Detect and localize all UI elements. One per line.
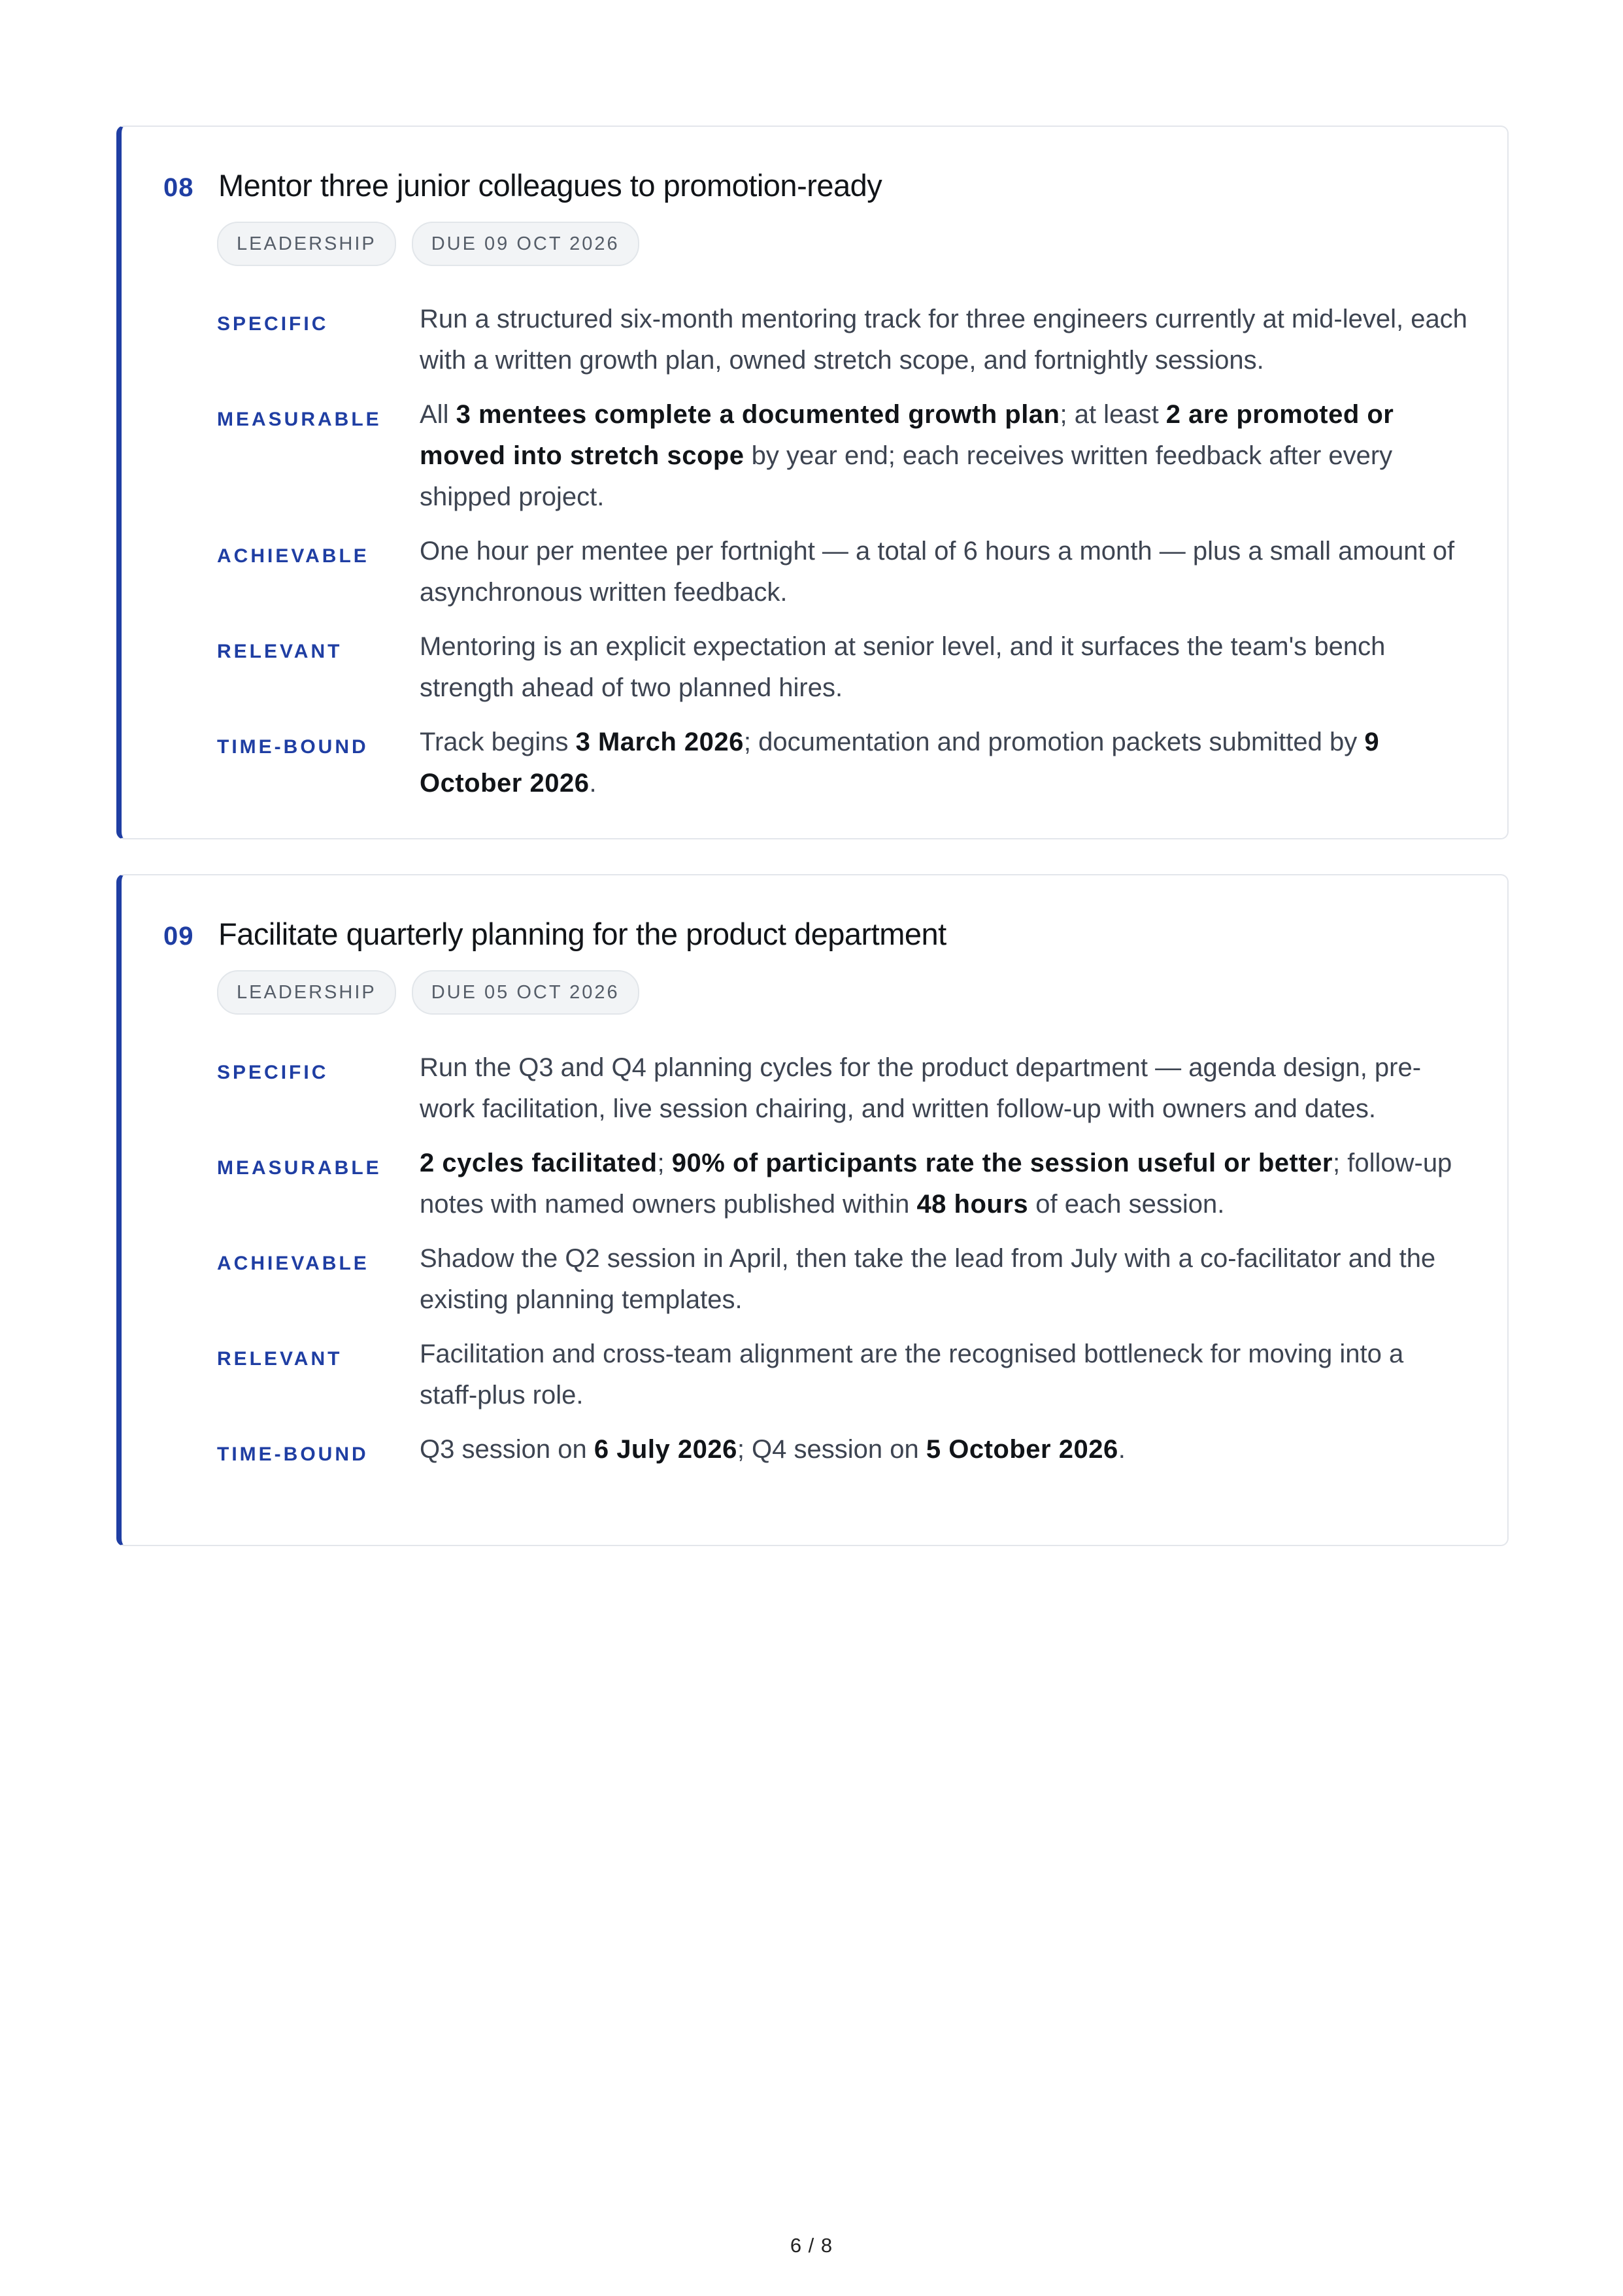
- body-text: .: [589, 769, 597, 798]
- goal-number: 09: [163, 922, 194, 951]
- criterion-label: SPECIFIC: [217, 313, 329, 335]
- smart-criteria: [217, 1047, 1468, 1470]
- body-text: Run the Q3 and Q4 planning cycles for the product department — agenda design, pre-work facilitation, live session chairing, and written follow-up with owners and dates.: [420, 1053, 1422, 1123]
- goal-header: [163, 916, 1468, 952]
- goal-tags: [217, 970, 1468, 1015]
- criterion-label: MEASURABLE: [217, 409, 382, 430]
- emphasis-text: 2 cycles facilitated: [420, 1149, 658, 1177]
- body-text: ; follow-up notes with named owners published within: [420, 1149, 1452, 1219]
- goal-title: Mentor three junior colleagues to promotion-ready: [218, 168, 882, 203]
- due-date-tag: DUE 09 OCT 2026: [412, 222, 639, 266]
- category-tag: LEADERSHIP: [217, 970, 396, 1015]
- criterion-row-measurable: [217, 1143, 1468, 1225]
- criterion-row-measurable: [217, 394, 1468, 518]
- body-text: Mentoring is an explicit expectation at senior level, and it surfaces the team's bench strength ahead of two planned hires.: [420, 632, 1386, 702]
- emphasis-text: 90% of participants rate the session useful or better: [671, 1149, 1333, 1177]
- emphasis-text: 6 July 2026: [594, 1435, 737, 1464]
- emphasis-text: 3 mentees complete a documented growth plan: [456, 400, 1060, 429]
- smart-criteria: [217, 299, 1468, 804]
- body-text: ; Q4 session on: [737, 1435, 926, 1464]
- criterion-text: [420, 626, 1468, 709]
- criterion-text: [420, 1334, 1468, 1416]
- criterion-label: SPECIFIC: [217, 1062, 329, 1083]
- body-text: Facilitation and cross-team alignment are the recognised bottleneck for moving into a staff-plus role.: [420, 1340, 1404, 1410]
- goal-header: [163, 167, 1468, 203]
- emphasis-text: 48 hours: [916, 1190, 1029, 1219]
- criterion-row-specific: [217, 299, 1468, 381]
- goal-card: [116, 874, 1509, 1546]
- body-text: ; at least: [1060, 400, 1166, 429]
- goal-card: [116, 126, 1509, 839]
- criterion-row-time-bound: [217, 722, 1468, 804]
- criterion-text: [420, 299, 1468, 381]
- emphasis-text: 3 March 2026: [575, 728, 744, 756]
- goal-number: 08: [163, 173, 194, 202]
- criterion-row-relevant: [217, 1334, 1468, 1416]
- criterion-label: RELEVANT: [217, 1348, 343, 1370]
- emphasis-text: 9 October 2026: [420, 728, 1380, 798]
- page-number: 6 / 8: [790, 2234, 833, 2257]
- emphasis-text: 2 are promoted or moved into stretch scope: [420, 400, 1394, 470]
- body-text: Track begins: [420, 728, 576, 756]
- criterion-text: [420, 394, 1468, 518]
- criterion-label: TIME-BOUND: [217, 1443, 369, 1465]
- criterion-label: MEASURABLE: [217, 1157, 382, 1179]
- criterion-row-achievable: [217, 531, 1468, 613]
- body-text: Q3 session on: [420, 1435, 594, 1464]
- body-text: of each session.: [1028, 1190, 1225, 1219]
- criterion-row-achievable: [217, 1238, 1468, 1321]
- criterion-row-time-bound: [217, 1429, 1468, 1470]
- body-text: Shadow the Q2 session in April, then take the lead from July with a co-facilitator and the existing planning templates.: [420, 1244, 1436, 1314]
- body-text: .: [1118, 1435, 1126, 1464]
- criterion-label: RELEVANT: [217, 641, 343, 662]
- body-text: One hour per mentee per fortnight — a total of 6 hours a month — plus a small amount of asynchronous written feedback.: [420, 537, 1455, 607]
- body-text: ;: [657, 1149, 672, 1177]
- criterion-row-relevant: [217, 626, 1468, 709]
- goal-title: Facilitate quarterly planning for the product department: [218, 917, 946, 951]
- goal-tags: [217, 222, 1468, 266]
- body-text: All: [420, 400, 456, 429]
- body-text: Run a structured six-month mentoring track for three engineers currently at mid-level, each with a written growth plan, owned stretch scope, and fortnightly sessions.: [420, 305, 1467, 375]
- criterion-text: [420, 1238, 1468, 1321]
- criterion-text: [420, 1429, 1468, 1470]
- category-tag: LEADERSHIP: [217, 222, 396, 266]
- criterion-label: ACHIEVABLE: [217, 545, 369, 567]
- emphasis-text: 5 October 2026: [926, 1435, 1118, 1464]
- criterion-label: ACHIEVABLE: [217, 1253, 369, 1274]
- criterion-text: [420, 1047, 1468, 1130]
- criterion-row-specific: [217, 1047, 1468, 1130]
- criterion-text: [420, 722, 1468, 804]
- body-text: by year end; each receives written feedback after every shipped project.: [420, 441, 1393, 511]
- criterion-text: [420, 531, 1468, 613]
- due-date-tag: DUE 05 OCT 2026: [412, 970, 639, 1015]
- body-text: ; documentation and promotion packets submitted by: [743, 728, 1365, 756]
- criterion-text: [420, 1143, 1468, 1225]
- criterion-label: TIME-BOUND: [217, 736, 369, 758]
